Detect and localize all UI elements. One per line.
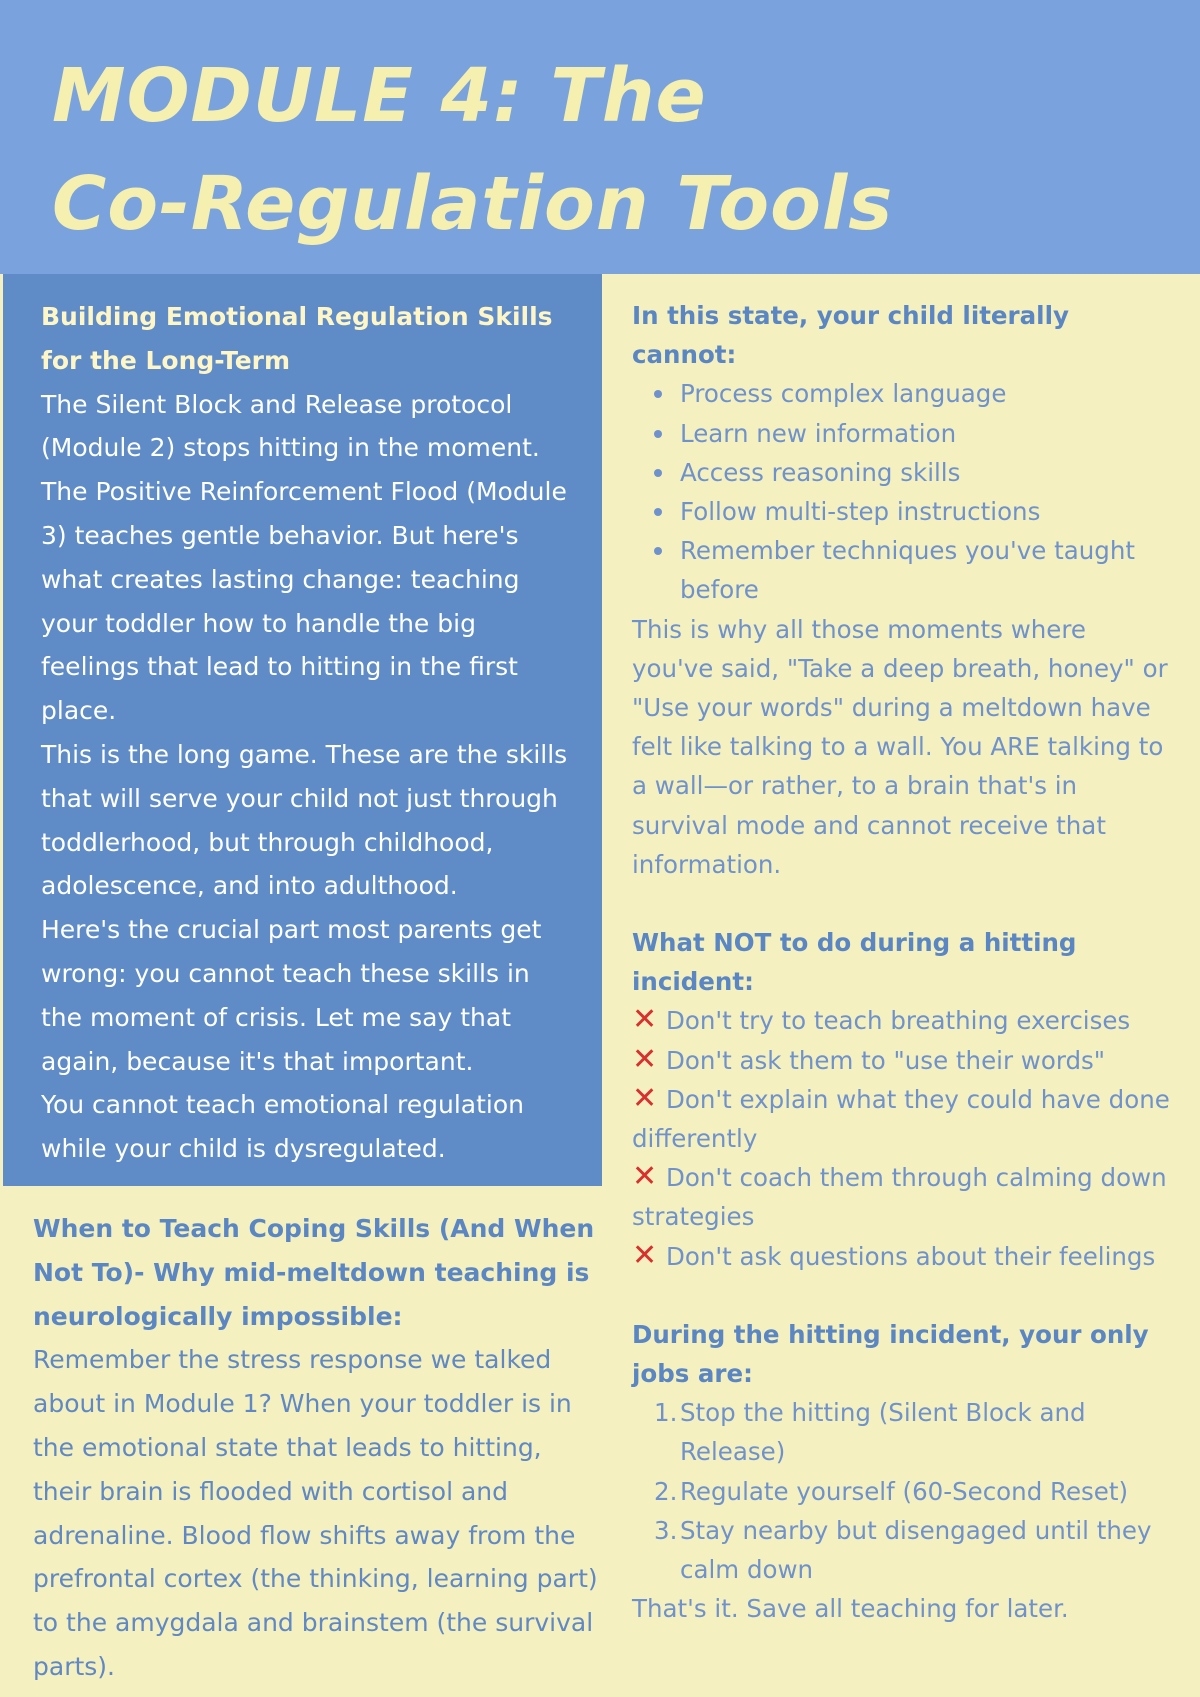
list-item-text: Don't explain what they could have done differently bbox=[632, 1084, 1170, 1154]
spacer bbox=[632, 1276, 1172, 1315]
list-item bbox=[632, 374, 1172, 413]
intro-paragraph: Here's the crucial part most parents get wrong: you cannot teach these skills in the moment of crisis. Let me say that again, because it's that important. bbox=[41, 915, 542, 1076]
coping-skills-section bbox=[33, 1207, 601, 1689]
list-number: 1. bbox=[654, 1398, 678, 1428]
page-header bbox=[0, 0, 1200, 274]
list-item bbox=[632, 1511, 1172, 1589]
list-item bbox=[632, 1158, 1172, 1236]
cross-mark-icon: ✕ bbox=[632, 1159, 658, 1195]
list-item bbox=[632, 1237, 1172, 1276]
title-line-1: MODULE 4: The bbox=[52, 53, 707, 139]
closing-text: That's it. Save all teaching for later. bbox=[632, 1594, 1069, 1624]
cross-mark-icon: ✕ bbox=[632, 1041, 658, 1077]
list-item-text: Don't coach them through calming down strategies bbox=[632, 1163, 1167, 1232]
list-item-text: Don't ask questions about their feelings bbox=[666, 1241, 1156, 1271]
list-number: 3. bbox=[654, 1515, 678, 1545]
coping-skills-paragraph: Remember the stress response we talked about in Module 1? When your toddler is in the emotional state that leads to hitting, their brain is flooded with cortisol and adrenaline. Blood flow shifts away from the prefrontal cortex (the thinking, learning part) to the amygdala and brainstem (the survival parts). bbox=[33, 1345, 598, 1681]
list-item bbox=[632, 1393, 1172, 1471]
list-item bbox=[632, 1472, 1172, 1511]
list-item bbox=[632, 531, 1172, 609]
cross-mark-icon: ✕ bbox=[632, 1002, 658, 1038]
list-item bbox=[632, 492, 1172, 531]
bullet-dot-icon bbox=[654, 547, 662, 555]
bullet-dot-icon bbox=[654, 508, 662, 516]
list-item-text: Stop the hitting (Silent Block and Release) bbox=[680, 1398, 1086, 1467]
list-item bbox=[632, 414, 1172, 453]
list-item-text: Remember techniques you've taught before bbox=[680, 536, 1135, 605]
list-item-text: Don't ask them to "use their words" bbox=[666, 1045, 1106, 1075]
list-number: 2. bbox=[654, 1476, 678, 1506]
bullet-dot-icon bbox=[654, 430, 662, 438]
page-title bbox=[52, 42, 893, 258]
cannot-paragraph: This is why all those moments where you've said, "Take a deep breath, honey" or "Use your words" during a meltdown have felt like talking to a wall. You ARE talking to a wall—or rather, to a brain that's in survival mode and cannot receive that information. bbox=[632, 614, 1168, 879]
bullet-dot-icon bbox=[654, 390, 662, 398]
not-to-do-heading: What NOT to do during a hitting incident: bbox=[632, 928, 1077, 997]
cannot-heading: In this state, your child literally cannot: bbox=[632, 301, 1069, 370]
jobs-heading: During the hitting incident, your only jobs are: bbox=[632, 1319, 1149, 1389]
list-item-text: Don't try to teach breathing exercises bbox=[666, 1006, 1131, 1036]
intro-heading: Building Emotional Regulation Skills for the Long-Term bbox=[41, 302, 553, 375]
spacer bbox=[632, 884, 1172, 923]
list-item-text: Access reasoning skills bbox=[680, 457, 961, 487]
list-item-text: Follow multi-step instructions bbox=[680, 497, 1041, 527]
intro-paragraph: The Silent Block and Release protocol (Module 2) stops hitting in the moment. The Positive Reinforcement Flood (Module 3) teaches gentle behavior. But here's what creates lasting change: teaching your toddler how to handle the big feelings that lead to hitting in the first place. bbox=[41, 389, 567, 726]
bullet-dot-icon bbox=[654, 469, 662, 477]
list-item bbox=[632, 1041, 1172, 1080]
cannot-list bbox=[632, 374, 1172, 609]
coping-skills-heading: When to Teach Coping Skills (And When Not To)- Why mid-meltdown teaching is neurologically impossible: bbox=[33, 1214, 595, 1331]
list-item-text: Stay nearby but disengaged until they calm down bbox=[680, 1515, 1152, 1585]
intro-panel bbox=[3, 274, 602, 1186]
list-item-text: Process complex language bbox=[680, 379, 1007, 409]
cross-mark-icon: ✕ bbox=[632, 1237, 658, 1273]
list-item-text: Regulate yourself (60-Second Reset) bbox=[680, 1476, 1129, 1506]
intro-paragraph: You cannot teach emotional regulation while your child is dysregulated. bbox=[41, 1090, 524, 1164]
list-item bbox=[632, 453, 1172, 492]
title-line-2: Co-Regulation Tools bbox=[52, 161, 894, 247]
list-item bbox=[632, 1001, 1172, 1040]
jobs-list bbox=[632, 1393, 1172, 1589]
right-column bbox=[632, 296, 1172, 1629]
cross-mark-icon: ✕ bbox=[632, 1080, 658, 1116]
list-item-text: Learn new information bbox=[680, 418, 957, 448]
list-item bbox=[632, 1080, 1172, 1158]
intro-paragraph: This is the long game. These are the skills that will serve your child not just through toddlerhood, but through childhood, adolescence, and into adulthood. bbox=[41, 739, 568, 901]
